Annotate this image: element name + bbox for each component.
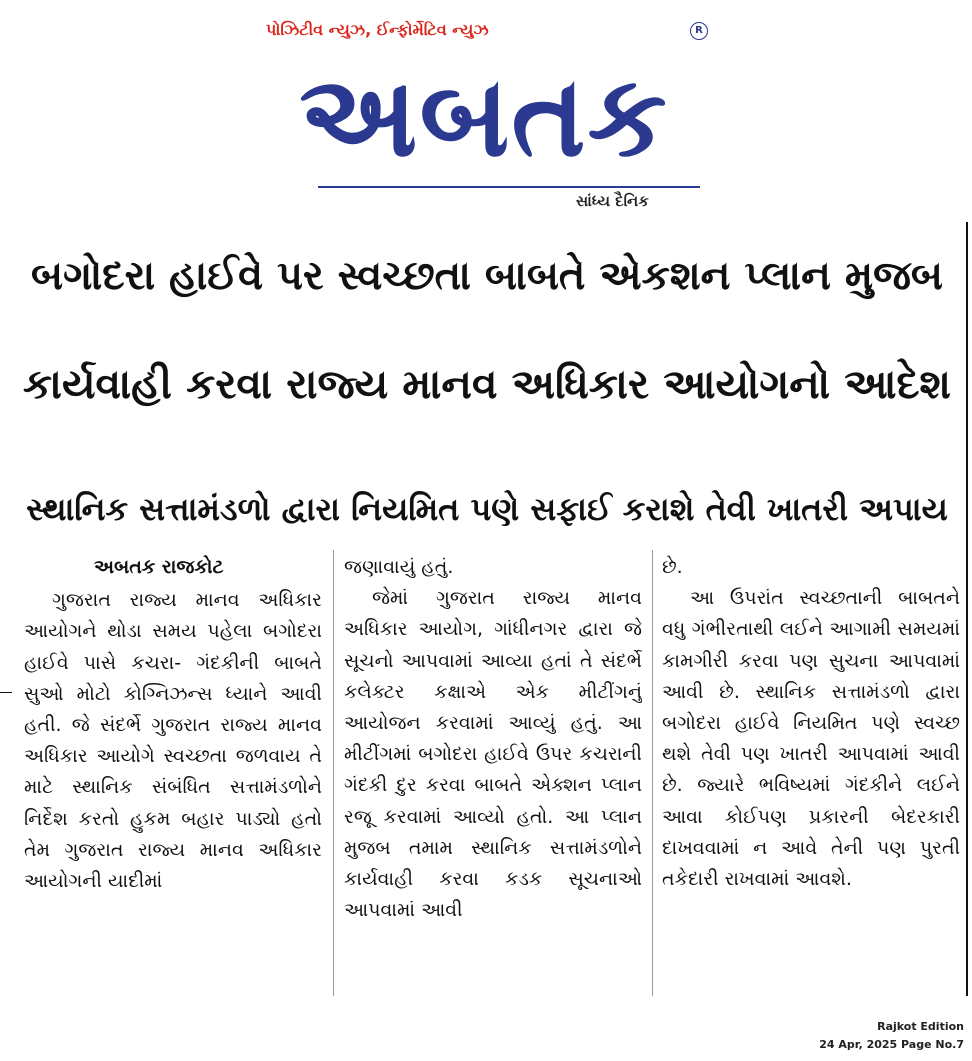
paragraph: ગુજરાત રાજ્ય માનવ અધિકાર આયોગને થોડા સમય પહેલા બગોદરા હાઈવે પાસે કચરા- ગંદકીની બાબતે સુઓ મોટો કોગ્નિઝન્સ ધ્યાને આવી હતી. જે સંદર્ભે ગુજરાત રાજ્ય માનવ અધિકાર આયોગે સ્વચ્છતા જળવાય તે માટે સ્થાનિક સંબંધિત સત્તામંડળોને નિર્દેશ કરતો હુકમ બહાર પાડ્યો હતો તેમ ગુજરાત રાજ્ય માનવ અધિકાર આયોગની યાદીમાં: [24, 589, 322, 893]
masthead-subbrand: સાંધ્ય દૈનિક: [576, 192, 649, 210]
article-column-1: [24, 552, 322, 897]
paragraph: જેમાં ગુજરાત રાજ્ય માનવ અધિકાર આયોગ, ગાંધીનગર દ્વારા જે સૂચનો આપવામાં આવ્યા હતાં તે સંદર્ભે કલેક્ટર કક્ષાએ એક મીટીંગનું આયોજન કરવામાં આવ્યું હતું. આ મીટીંગમાં બગોદરા હાઈવે ઉપર કચરાની ગંદકી દુર કરવા બાબતે એક્શન પ્લાન રજૂ કરવામાં આવ્યો હતો. આ પ્લાન મુજબ તમામ સ્થાનિક સત્તામંડળોને કાર્યવાહી કરવા કડક સૂચનાઓ આપવામાં આવી: [344, 587, 642, 922]
paragraph: જણાવાયું હતું.: [344, 556, 454, 578]
paragraph: છે.: [662, 556, 683, 578]
edition-date-page: 24 Apr, 2025 Page No.7: [819, 1038, 964, 1051]
column-divider: [652, 550, 653, 996]
article-column-3: [662, 552, 960, 895]
edition-info: [819, 1018, 964, 1054]
crop-mark: [0, 692, 12, 693]
article-byline: અબતક રાજકોટ: [94, 556, 224, 578]
masthead-tagline: પોઝિટીવ ન્યુઝ, ઈન્ફોર્મેટિવ ન્યુઝ: [266, 20, 489, 39]
column-divider: [333, 550, 334, 996]
headline-line-2: કાર્યવાહી કરવા રાજ્ય માનવ અધિકાર આયોગનો આદેશ: [22, 360, 952, 408]
article-subhead: સ્થાનિક સત્તામંડળો દ્વારા નિયમિત પણે સફાઈ કરાશે તેવી ખાતરી અપાય: [26, 490, 948, 528]
edition-name: Rajkot Edition: [877, 1020, 964, 1033]
headline-line-1: બગોદરા હાઈવે પર સ્વચ્છતા બાબતે એકશન પ્લાન મુજબ: [30, 253, 944, 299]
logo-underline: [318, 186, 700, 188]
masthead: [258, 18, 710, 210]
paragraph: આ ઉપરાંત સ્વચ્છતાની બાબતને વધુ ગંભીરતાથી લઈને આગામી સમયમાં કામગીરી કરવા પણ સુચના આપવામાં આવી છે. સ્થાનિક સત્તામંડળો દ્વારા બગોદરા હાઈવે નિયમિત પણે સ્વચ્છ થશે તેવી પણ ખાતરી આપવામાં આવી છે. જ્યારે ભવિષ્યમાં ગંદકીને લઈને આવા કોઈપણ પ્રકારની બેદરકારી દાખવવામાં ન આવે તેની પણ પુરતી તકેદારી રાખવામાં આવશે.: [662, 587, 960, 891]
newspaper-logo: અબતક: [299, 52, 669, 182]
registered-mark: R: [690, 22, 708, 40]
page-right-border: [966, 222, 968, 996]
article-column-2: [344, 552, 642, 926]
